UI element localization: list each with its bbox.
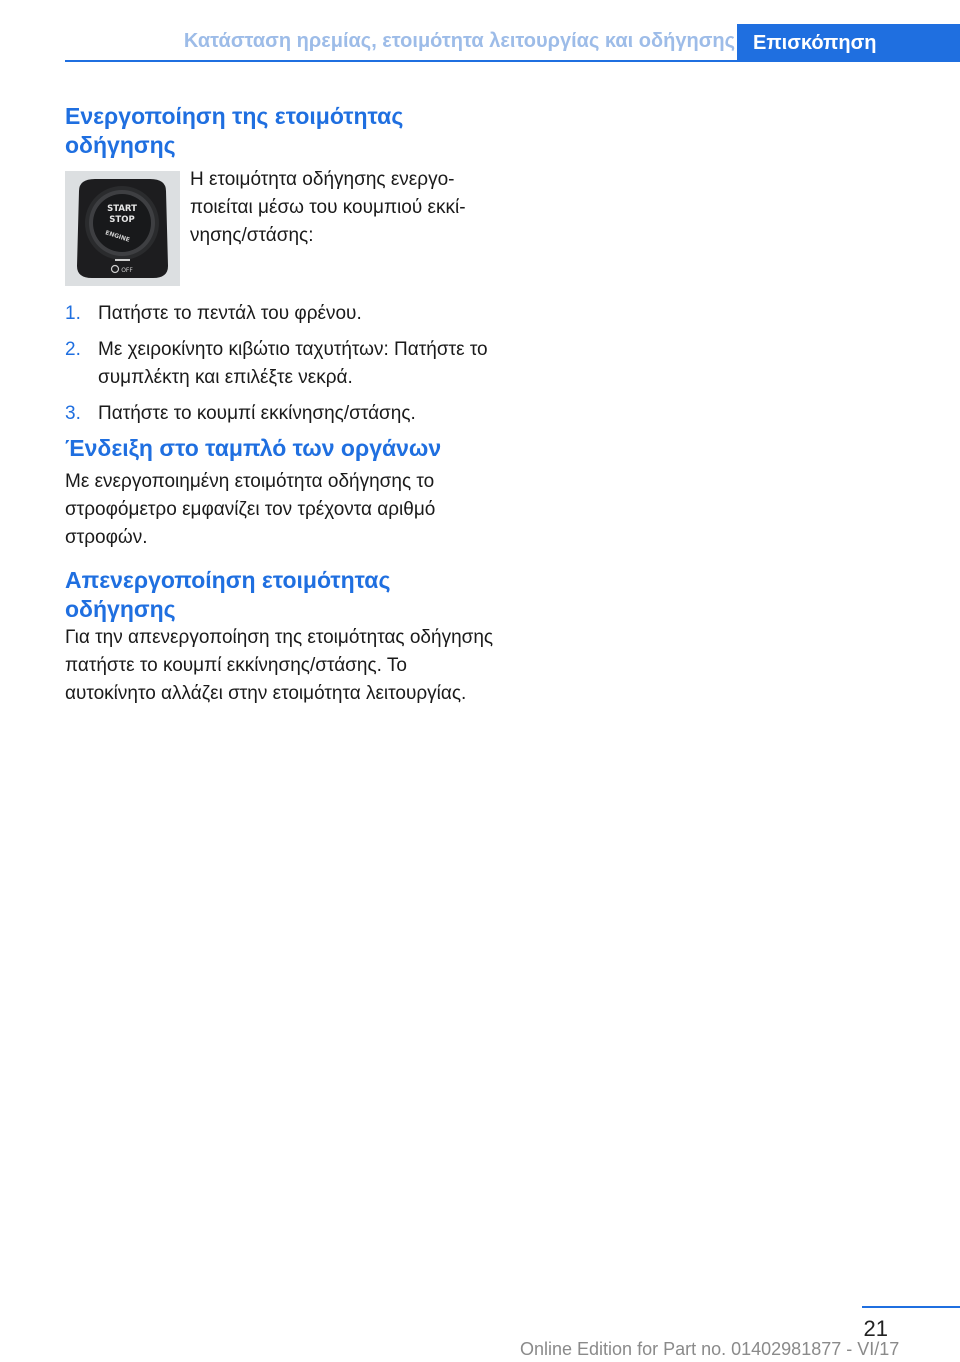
page-number: 21: [863, 1316, 888, 1341]
header-rule: [65, 60, 960, 62]
button-label-off: OFF: [121, 267, 133, 274]
instrument-cluster-paragraph: Με ενεργοποιημένη ετοιμότητα οδήγησης το στροφόμετρο εμφανίζει τον τρέχοντα αριθμό στροφών.: [65, 471, 436, 548]
steps-list: [65, 300, 495, 436]
start-stop-button-photo: [65, 171, 180, 286]
button-label-start: START: [107, 204, 137, 214]
step-number: 2.: [65, 339, 81, 360]
intro-paragraph: Η ετοιμότητα οδήγησης ενεργοποιείται μέσω του κουμπιού εκκίνησης/στάσης:: [190, 169, 466, 246]
step-text: Με χειροκίνητο κιβώτιο ταχυτήτων: Πατήστε το συμπλέκτη και επιλέξτε νεκρά.: [98, 339, 488, 388]
button-label-engine: ENGINE: [104, 229, 131, 244]
running-header-tab: Επισκόπηση: [737, 24, 960, 62]
step-text: Πατήστε το κουμπί εκκίνησης/στάσης.: [98, 403, 416, 424]
deactivate-paragraph: Για την απενεργοποίηση της ετοιμότητας οδήγησης πατήστε το κουμπί εκκίνησης/στάσης. Το αυτοκίνητο αλλάζει στην ετοιμότητα λειτουργίας.: [65, 627, 494, 704]
button-label-stop: STOP: [109, 215, 135, 225]
running-header-section: Κατάσταση ηρεμίας, ετοιμότητα λειτουργίας και οδήγησης: [183, 30, 735, 52]
list-item: [65, 400, 495, 428]
step-number: 3.: [65, 403, 81, 424]
step-text: Πατήστε το πεντάλ του φρένου.: [98, 303, 362, 324]
footer-rule: [862, 1306, 960, 1308]
heading-deactivate-drive-readiness: Απενεργοποίηση ετοιμότητας οδήγησης: [65, 567, 391, 622]
list-item: [65, 300, 495, 328]
list-item: [65, 336, 495, 392]
heading-activate-drive-readiness: Ενεργοποίηση της ετοιμότητας οδήγησης: [65, 103, 404, 158]
heading-instrument-cluster-display: Ένδειξη στο ταμπλό των οργάνων: [65, 435, 442, 461]
step-number: 1.: [65, 303, 81, 324]
edition-footer: Online Edition for Part no. 01402981877 - VI/17: [520, 1339, 900, 1359]
